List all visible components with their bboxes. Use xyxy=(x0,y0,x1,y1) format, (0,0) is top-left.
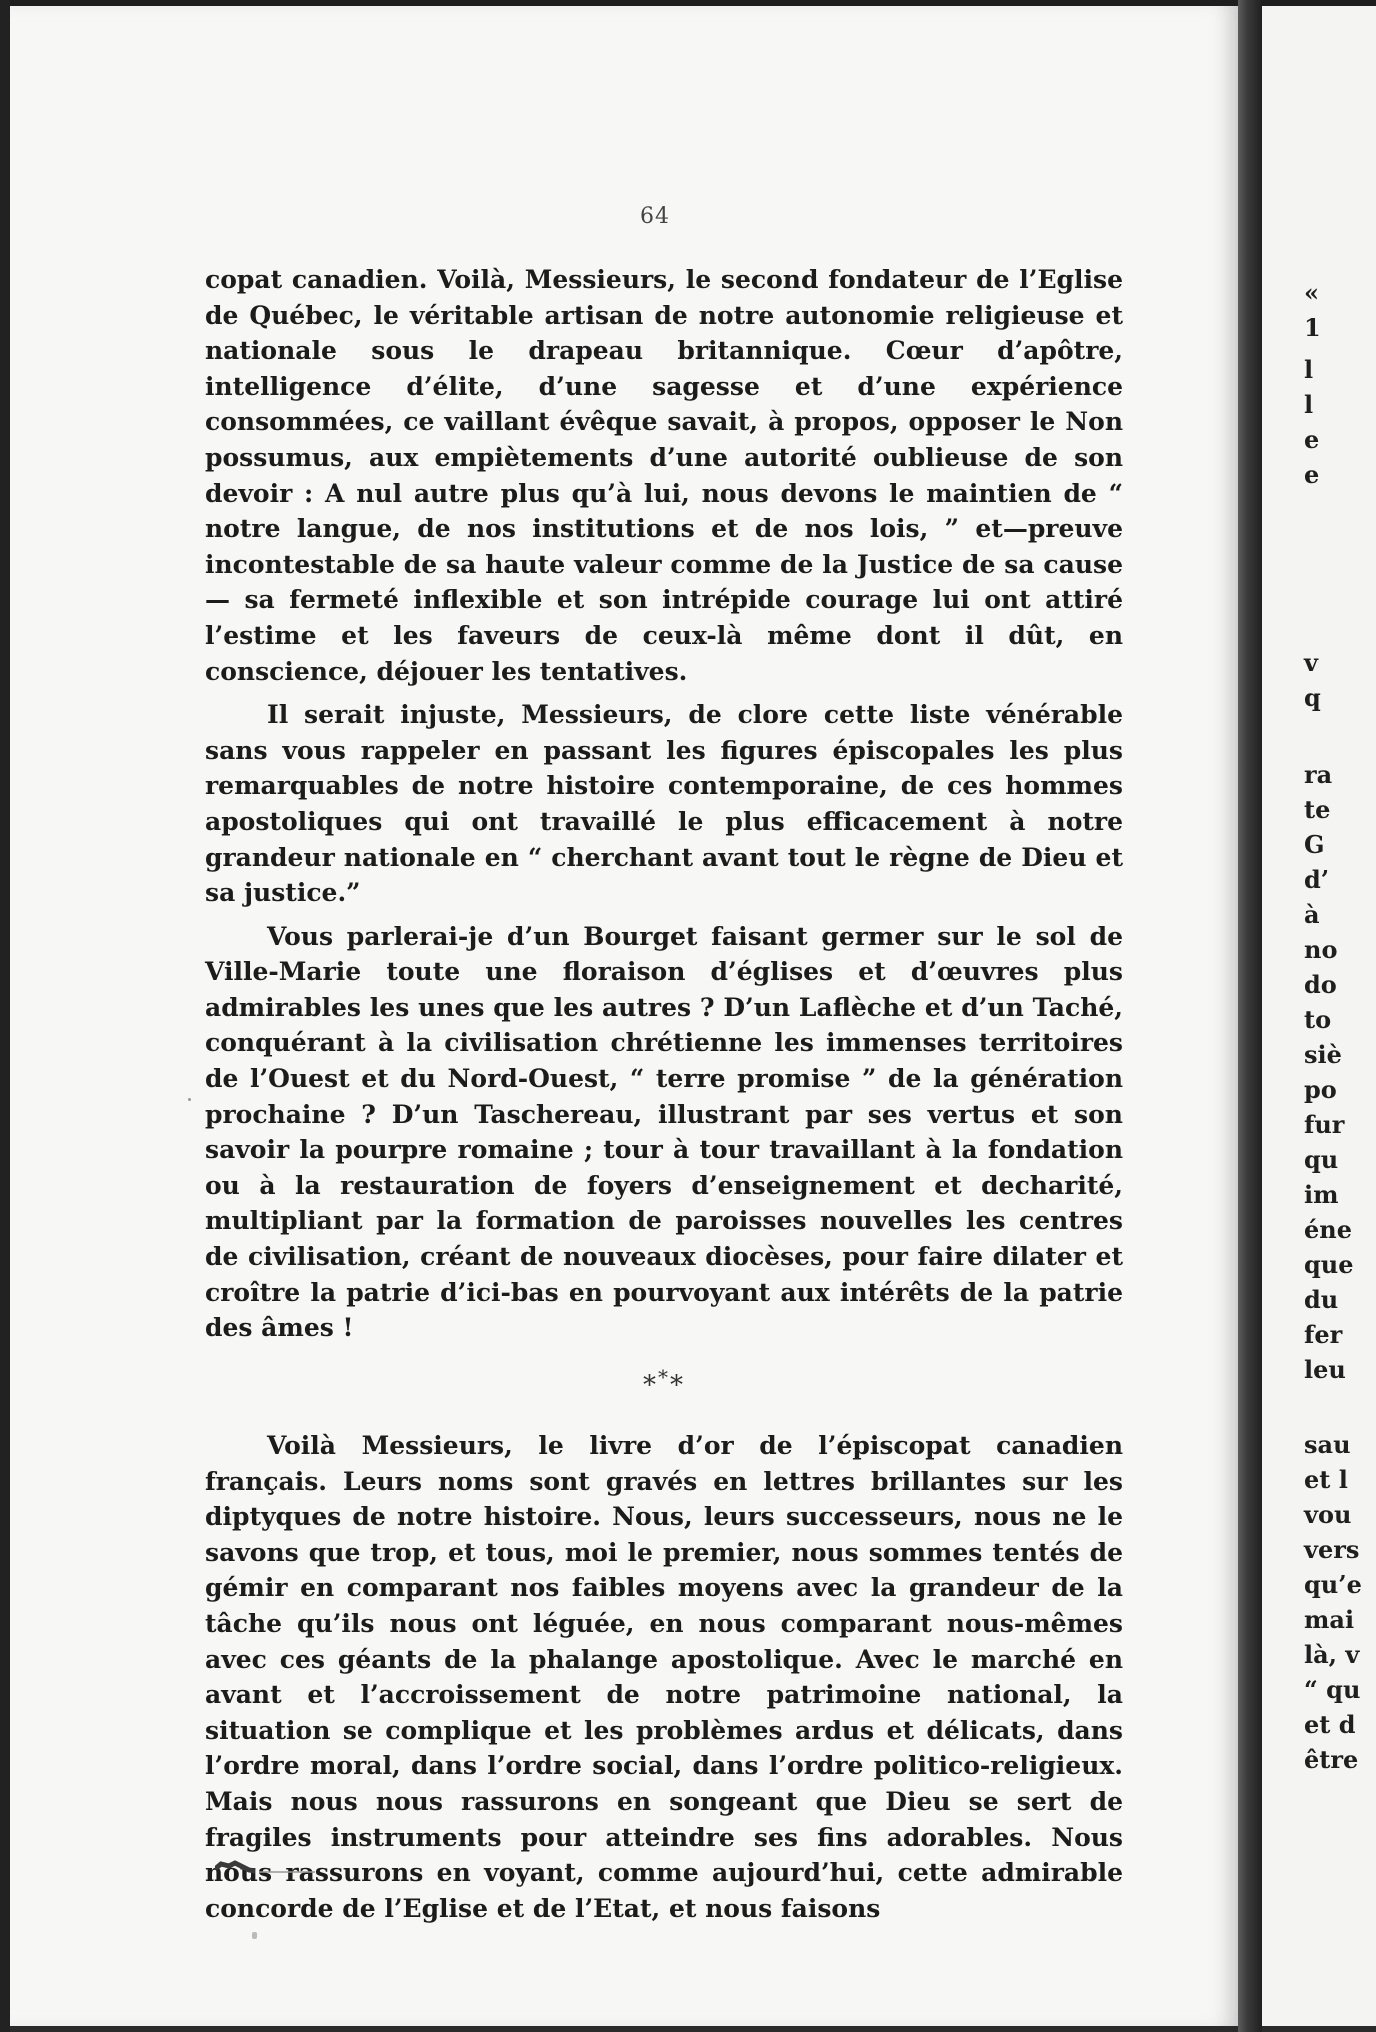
right-page-fragment: qu xyxy=(1304,1145,1339,1174)
right-page-fragment: du xyxy=(1304,1285,1339,1314)
paragraph-2: Il serait injuste, Messieurs, de clore cette liste vénérable sans vous rappeler en passant les figures épiscopales les plus remarquables de notre histoire contemporaine, de ces hommes apostoliques qui ont travaillé le plus efficacement à notre grandeur nationale en “ cherchant avant tout le règne de Dieu et sa justice.” xyxy=(205,700,1123,908)
asterism-right: * xyxy=(670,1370,685,1401)
right-page-fragment: l xyxy=(1304,390,1314,419)
book-gutter xyxy=(1238,0,1262,2032)
right-page-fragment: no xyxy=(1304,935,1338,964)
paragraph-1: copat canadien. Voilà, Messieurs, le second fondateur de l’Eglise de Québec, le véritable artisan de notre autonomie religieuse et nationale sous le drapeau britannique. Cœur d’apôtre, intelligence d’élite, d’une sagesse et d’une expérience consommées, ce vaillant évêque savait, à propos, opposer le Non possumus, aux empiètements d’une autorité oublieuse de son devoir : A nul autre plus qu’à lui, nous devons le maintien de “ notre langue, de nos institutions et de nos lois, ” et—preuve incontestable de sa haute valeur comme de la Justice de sa cause — sa fermeté inflexible et son intrépide courage lui ont attiré l’estime et les faveurs de ceux-là même dont il dût, en conscience, déjouer les tentatives. xyxy=(205,265,1123,686)
asterism-top: * xyxy=(658,1364,670,1389)
page-speck xyxy=(188,1098,191,1101)
paragraph-4: Voilà Messieurs, le livre d’or de l’épiscopat canadien français. Leurs noms sont gravés en lettres brillantes sur les diptyques de notre histoire. Nous, leurs successeurs, nous ne le savons que trop, et tous, moi le premier, nous sommes tentés de gémir en comparant nos faibles moyens avec la grandeur de la tâche qu’ils nous ont léguée, en nous comparant nous-mêmes avec ces géants de la phalange apostolique. Avec le marché en avant et l’accroissement de notre patrimoine national, la situation se complique et les problèmes ardus et délicats, dans l’ordre moral, dans l’ordre social, dans l’ordre politico-religieux. Mais nous nous rassurons en songeant que Dieu se sert de fragiles instruments pour atteindre ses fins adorables. Nous nous rassurons en voyant, comme aujourd’hui, cette admirable concorde de l’Eglise et de l’Etat, et nous faisons xyxy=(205,1431,1123,1923)
right-page-fragment: leu xyxy=(1304,1355,1346,1384)
right-page-fragment: et d xyxy=(1304,1710,1356,1739)
right-page-fragment: être xyxy=(1304,1745,1359,1774)
right-page-fragment: “ qu xyxy=(1304,1675,1361,1704)
scan-frame-left xyxy=(0,0,10,2032)
right-page-fragment: fer xyxy=(1304,1320,1343,1349)
paragraph-3: Vous parlerai-je d’un Bourget faisant germer sur le sol de Ville-Marie toute une floraison d’églises et d’œuvres plus admirables les unes que les autres ? D’un Laflèche et d’un Taché, conquérant à la civilisation chrétienne les immenses territoires de l’Ouest et du Nord-Ouest, “ terre promise ” de la génération prochaine ? D’un Taschereau, illustrant par ses vertus et son savoir la pourpre romaine ; tour à tour travaillant à la fondation ou à la restauration de foyers d’enseignement et decharité, multipliant par la formation de paroisses nouvelles les centres de civilisation, créant de nouveaux diocèses, pour faire dilater et croître la patrie d’ici-bas en pourvoyant aux intérêts de la patrie des âmes ! xyxy=(205,921,1123,1343)
right-page-fragment: siè xyxy=(1304,1040,1342,1069)
right-page-fragment: e xyxy=(1304,425,1320,454)
right-page-fragment: ra xyxy=(1304,760,1333,789)
right-page-fragment: po xyxy=(1304,1075,1337,1104)
right-page-fragment: sau xyxy=(1304,1430,1351,1459)
right-page-fragment: là, v xyxy=(1304,1640,1360,1669)
right-page-fragment: que xyxy=(1304,1250,1354,1279)
right-page-fragment: à xyxy=(1304,900,1320,929)
page-body xyxy=(205,262,1123,1934)
section-break-asterism xyxy=(205,1360,1123,1404)
right-page-fragment: l xyxy=(1304,355,1314,384)
right-page-fragment: fur xyxy=(1304,1110,1345,1139)
asterism-left: * xyxy=(643,1370,658,1401)
right-page-fragment: v xyxy=(1304,648,1318,677)
page-smudge xyxy=(252,1932,257,1939)
right-page-fragment: 1 xyxy=(1304,313,1321,342)
right-page-fragment: qu’e xyxy=(1304,1570,1362,1599)
right-page-fragment: to xyxy=(1304,1005,1332,1034)
right-page-fragment: éne xyxy=(1304,1215,1352,1244)
right-page-fragment: mai xyxy=(1304,1605,1355,1634)
right-page-fragment: G xyxy=(1304,830,1325,859)
right-page-fragment: im xyxy=(1304,1180,1339,1209)
right-page-fragment: e xyxy=(1304,460,1320,489)
right-page-fragment: q xyxy=(1304,683,1321,712)
right-page-fragment: te xyxy=(1304,795,1331,824)
right-page-fragment: vers xyxy=(1304,1535,1360,1564)
right-page-fragment: do xyxy=(1304,970,1337,999)
right-page-fragment: « xyxy=(1304,278,1319,307)
right-page-fragment: vou xyxy=(1304,1500,1352,1529)
right-page-fragment: et l xyxy=(1304,1465,1348,1494)
right-page-fragment: d’ xyxy=(1304,865,1330,894)
ink-mark xyxy=(215,1860,317,1874)
page-number: 64 xyxy=(640,204,670,229)
